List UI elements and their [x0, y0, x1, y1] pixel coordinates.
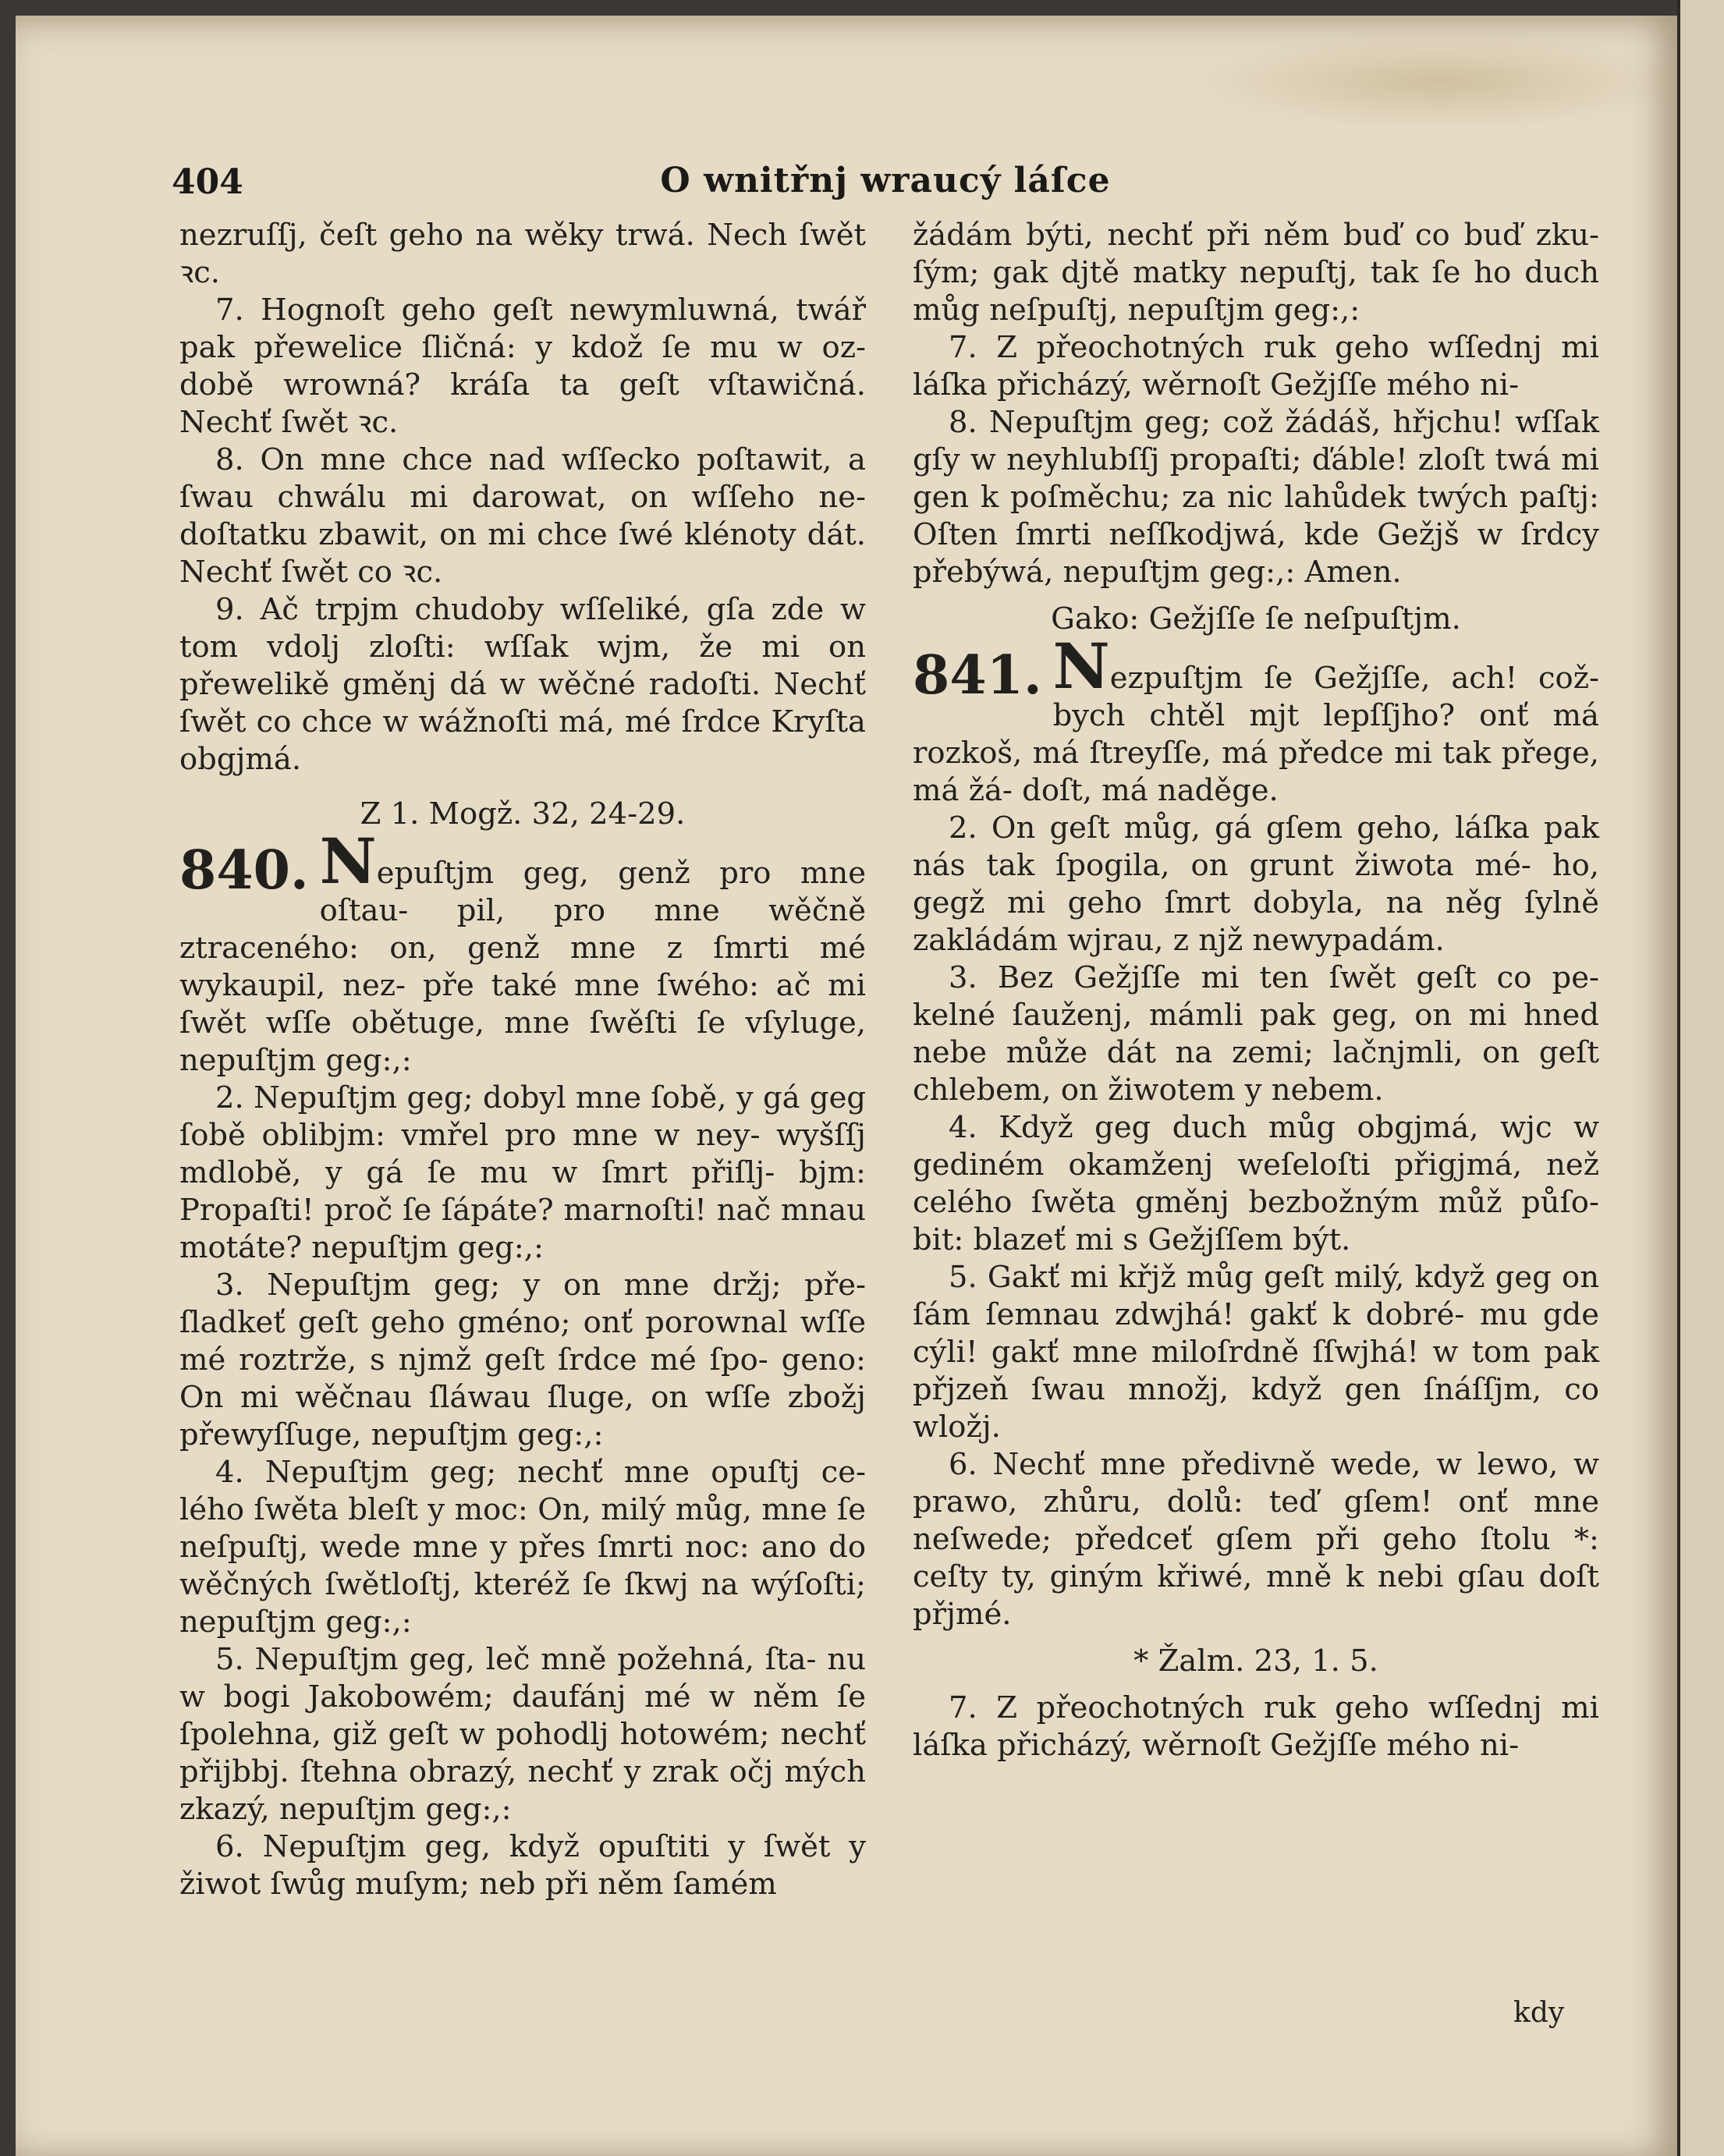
verse-3: 3. Bez Gežjſſe mi ten ſwět geſt co pe- kelné ſauženj, mámli pak geg, on mi hned nebe může dát na zemi; lačnjmli, on geſt chlebem, on žiwotem y nebem.	[913, 960, 1599, 1108]
verse-7: 7. Z přeochotných ruk geho wſſednj mi láſka přicházý, wěrnoſt Gežjſſe mého ni-	[913, 330, 1599, 402]
drop-cap: N	[319, 824, 377, 898]
hymn-text: ezpuſtjm ſe Gežjſſe, ach! což- bych chtěl mjt lepſſjho? onť má rozkoš, má ſtreyſſe, má předce mi tak přege, má žá- doſt, má naděge.	[913, 661, 1599, 808]
verse-5: 5. Gakť mi křjž můg geſt milý, když geg on ſám ſemnau zdwjhá! gakť k dobré- mu gde cýli! gakť mne miloſrdně ſſwjhá! w tom pak přjzeň ſwau množj, když gen ſnáſſjm, co wložj.	[913, 1260, 1599, 1445]
verse-4: 4. Když geg duch můg obgjmá, wjc w gediném okamženj weſeloſti přigjmá, než celého ſwěta gměnj bezbožným můž půſo- bit: blazeť mi s Gežjſſem být.	[913, 1110, 1599, 1257]
verse-7b: 7. Z přeochotných ruk geho wſſednj mi láſka přicházý, wěrnoſt Gežjſſe mého ni-	[913, 1690, 1599, 1763]
verse-8: 8. On mne chce nad wſſecko poſtawit, a ſwau chwálu mi darowat, on wſſeho ne- doſtatku zbawit, on mi chce ſwé klénoty dát. Nechť ſwět co ꝛc.	[179, 442, 866, 590]
right-column	[913, 217, 1599, 1764]
verse-continuation: nezruſſj, čeſt geho na wěky trwá. Nech ſwět ꝛc.	[179, 218, 866, 290]
verse-7: 7. Hognoſt geho geſt newymluwná, twář pak přewelice ſličná: y kdož ſe mu w oz- době wrowná? kráſa ta geſt vſtawičná. Nechť ſwět ꝛc.	[179, 293, 866, 440]
verse-9: 9. Ač trpjm chudoby wſſeliké, gſa zde w tom vdolj zloſti: wſſak wjm, že mi on přewelikě gměnj dá w wěčné radoſti. Nechť ſwět co chce w wážnoſti má, mé ſrdce Kryſta obgjmá.	[179, 592, 866, 777]
verse-8: 8. Nepuſtjm geg; což žádáš, hřjchu! wſſak gſy w neyhlubſſj propaſti; ďáble! zloſt twá mi gen k poſměchu; za nic lahůdek twých paſtj: Oſten ſmrti neſſkodjwá, kde Gežjš w ſrdcy přebýwá, nepuſtjm geg:,: Amen.	[913, 405, 1599, 590]
next-page-edge	[1677, 0, 1724, 2156]
verse-6: 6. Nepuſtjm geg, když opuſtiti y ſwět y žiwot ſwůg muſym; neb při něm ſamém	[179, 1829, 866, 1902]
verse-2: 2. On geſt můg, gá gſem geho, láſka pak nás tak ſpogila, on grunt žiwota mé- ho, gegž mi geho ſmrt dobyla, na něg ſylně zakládám wjrau, z njž newypadám.	[913, 810, 1599, 958]
hymn-text: epuſtjm geg, genž pro mne oſtau- pil, pro mne wěčně ztraceného: on, genž mne z ſmrti mé wykaupil, nez- pře také mne ſwého: ač mi ſwět wſſe obětuge, mne ſwěſti ſe vſyluge, nepuſtjm geg:,:	[179, 856, 866, 1078]
water-stain	[1186, 31, 1693, 133]
scripture-reference: Z 1. Mogž. 32, 24-29.	[360, 796, 686, 832]
catchword: kdy	[1513, 1997, 1565, 2029]
hymn-840-start	[179, 824, 866, 1080]
verse-2: 2. Nepuſtjm geg; dobyl mne ſobě, y gá geg ſobě oblibjm: vmřel pro mne w ney- wyšſſj mdlobě, y gá ſe mu w ſmrt přiſlj- bjm: Propaſti! proč ſe ſápáte? marnoſti! nač mnau motáte? nepuſtjm geg:,:	[179, 1080, 866, 1265]
page-header	[164, 154, 1607, 217]
hymn-number: 841.	[913, 644, 1042, 707]
verse-continuation: žádám býti, nechť při něm buď co buď zku- ſým; gak djtě matky nepuſtj, tak ſe ho duch můg neſpuſtj, nepuſtjm geg:,:	[913, 218, 1599, 328]
verse-3: 3. Nepuſtjm geg; y on mne držj; pře- ſladkeť geſt geho gméno; onť porownal wſſe mé roztrže, s njmž geſt ſrdce mé ſpo- geno: On mi wěčnau ſláwau ſluge, on wſſe zbožj přewyſſuge, nepuſtjm geg:,:	[179, 1268, 866, 1452]
drop-cap: N	[1052, 629, 1110, 703]
running-title: O wnitřnj wraucý láſce	[660, 161, 1111, 200]
verse-4: 4. Nepuſtjm geg; nechť mne opuſtj ce- lého ſwěta bleſt y moc: On, milý můg, mne ſe neſpuſtj, wede mne y přes ſmrti noc: ano do wěčných ſwětloſtj, kteréž ſe ſkwj na wýſoſti; nepuſtjm geg:,:	[179, 1455, 866, 1640]
melody-note: Gako: Gežjſſe ſe neſpuſtjm.	[1051, 601, 1461, 637]
page-number: 404	[172, 162, 243, 202]
footnote: * Žalm. 23, 1. 5.	[1133, 1644, 1378, 1679]
book-page	[16, 16, 1677, 2156]
hymn-841-start	[913, 629, 1599, 810]
verse-5: 5. Nepuſtjm geg, leč mně požehná, ſta- nu w bogi Jakobowém; daufánj mé w něm ſe ſpolehna, giž geſt w pohodlj hotowém; nechť přijbbj. ſtehna obrazý, nechť y zrak očj mých zkazý, nepuſtjm geg:,:	[179, 1642, 866, 1827]
hymn-number: 840.	[179, 839, 309, 902]
left-column	[179, 217, 866, 1903]
verse-6: 6. Nechť mne předivně wede, w lewo, w prawo, zhůru, dolů: teď gſem! onť mne neſwede; předceť gſem při geho ſtolu *: ceſty ty, giným křiwé, mně k nebi gſau doſt přjmé.	[913, 1447, 1599, 1632]
